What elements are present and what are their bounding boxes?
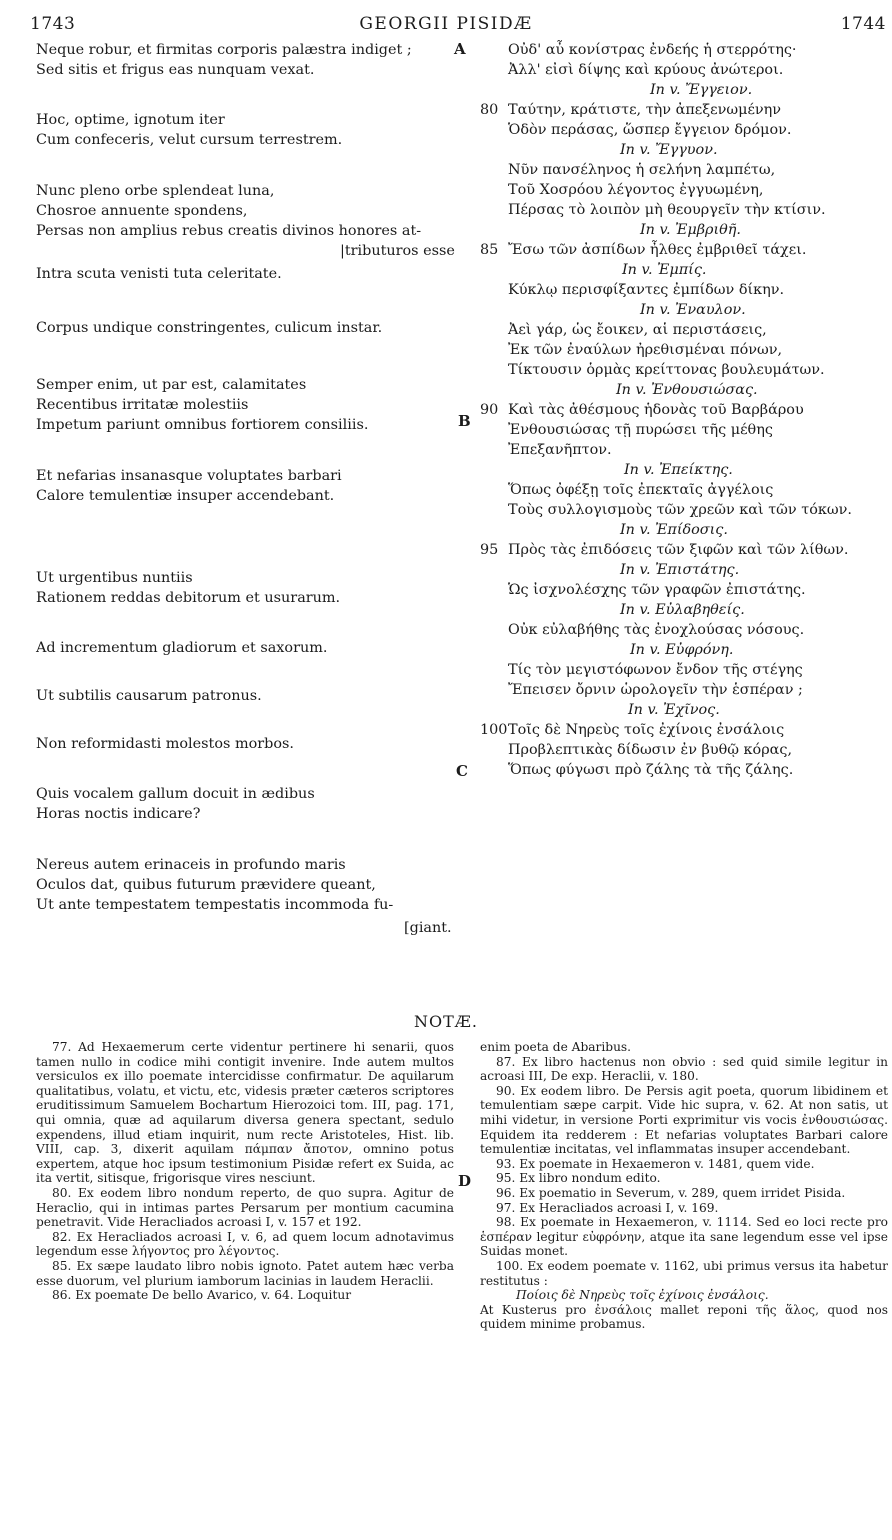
line-number: 85: [480, 242, 499, 258]
line-number: 100: [480, 722, 508, 738]
greek-line: Τοῖς δὲ Νηρεὺς τοῖς ἐχίνοις ἐνσάλοις: [508, 722, 785, 738]
notes-heading: NOTÆ.: [414, 1012, 478, 1031]
lemma-heading: In v. Ἐμπίς.: [622, 262, 707, 278]
greek-line: Ὅπως ὀφέξῃ τοῖς ἐπεκταῖς ἀγγέλοις: [508, 482, 774, 498]
latin-line: Cum confeceris, velut cursum terrestrem.: [36, 132, 343, 148]
latin-line: Impetum pariunt omnibus fortiorem consiliis.: [36, 417, 369, 433]
latin-line: Ut subtilis causarum patronus.: [36, 688, 262, 704]
greek-line: Προβλεπτικὰς δίδωσιν ἐν βυθῷ κόρας,: [508, 742, 793, 758]
greek-line: Οὐδ' αὖ κονίστρας ἐνδεής ἡ στερρότης·: [508, 42, 797, 58]
latin-line: Nunc pleno orbe splendeat luna,: [36, 183, 275, 199]
latin-line: Sed sitis et frigus eas nunquam vexat.: [36, 62, 315, 78]
greek-line: Ὁδὸν περάσας, ὥσπερ ἔγγειον δρόμον.: [508, 122, 792, 138]
greek-line: Κύκλῳ περισφίξαντες ἐμπίδων δίκην.: [508, 282, 785, 298]
greek-line: Τίς τὸν μεγιστόφωνον ἔνδον τῆς στέγης: [508, 662, 803, 678]
latin-line: Quis vocalem gallum docuit in ædibus: [36, 786, 315, 802]
latin-line: Et nefarias insanasque voluptates barbari: [36, 468, 342, 484]
lemma-heading: In v. Ἔγγειον.: [650, 82, 753, 98]
latin-line: Ut ante tempestatem tempestatis incommoda fu-: [36, 897, 394, 913]
latin-line: Hoc, optime, ignotum iter: [36, 112, 225, 128]
lemma-heading: In v. Ἐνθουσιώσας.: [616, 382, 758, 398]
note-paragraph: 97. Ex Heracliados acroasi I, v. 169.: [496, 1200, 719, 1215]
lemma-heading: In v. Εὐλαβηθείς.: [620, 602, 745, 618]
greek-line: Πέρσας τὸ λοιπὸν μὴ θεουργεῖν τὴν κτίσιν.: [508, 202, 826, 218]
note-paragraph: 95. Ex libro nondum edito.: [496, 1171, 661, 1186]
note-paragraph: 96. Ex poematio in Severum, v. 289, quem irridet Pisida.: [496, 1185, 846, 1200]
note-paragraph: 80. Ex eodem libro nondum reperto, de quo supra. Agitur de Heraclio, qui in intimas partes Persarum per montium cacumina penetravit. Vide Heracliados acroasi I, v. 157 et 192.: [36, 1185, 454, 1230]
latin-line: Non reformidasti molestos morbos.: [36, 736, 294, 752]
note-paragraph: 82. Ex Heracliados acroasi I, v. 6, ad quem locum adnotavimus legendum esse λήγοντος pro λέγοντος.: [36, 1229, 454, 1259]
greek-line: Τίκτουσιν ὁρμὰς κρείττονας βουλευμάτων.: [508, 362, 825, 378]
line-number: 90: [480, 402, 499, 418]
lemma-heading: In v. Ἔγγυον.: [620, 142, 718, 158]
latin-line: Horas noctis indicare?: [36, 806, 201, 822]
greek-line: Πρὸς τὰς ἐπιδόσεις τῶν ξιφῶν καὶ τῶν λίθων.: [508, 542, 849, 558]
greek-line: Καὶ τὰς ἀθέσμους ἡδονὰς τοῦ Βαρβάρου: [508, 402, 804, 418]
latin-line: Intra scuta venisti tuta celeritate.: [36, 266, 282, 282]
margin-letter-c: C: [456, 762, 468, 780]
latin-line: Calore temulentiæ insuper accendebant.: [36, 488, 335, 504]
lemma-heading: In v. Ἐπείκτης.: [624, 462, 733, 478]
latin-line: Nereus autem erinaceis in profundo maris: [36, 857, 346, 873]
greek-line: Ἐπεξανῆπτον.: [508, 442, 612, 458]
lemma-heading: In v. Ἐμβριθῆ.: [640, 222, 742, 238]
latin-line: |tributuros esse: [340, 243, 455, 259]
lemma-heading: In v. Ἐχῖνος.: [628, 702, 720, 718]
lemma-heading: In v. Εὐφρόνη.: [630, 642, 734, 658]
margin-letter-a: A: [454, 40, 466, 58]
note-paragraph: 77. Ad Hexaemerum certe videntur pertinere hi senarii, quos tamen nullo in codice mihi contigit invenire. Inde autem multos versiculos ex illo poemate intercidisse confirmatur. De aquilarum qualitatibus, volatu, et victu, etc, videsis præter cæteros scriptores eruditissimum Samuelem Bochartum Hierozoici tom. III, pag. 171, qui omnia, quæ ad aquilarum diversa genera spectant, sedulo expendens, illud etiam inquirit, num recte Aristoteles, Hist. lib. VIII, cap. 3, dixerit aquilam πάμπαν ἄποτον, omnino potus expertem, atque hoc ipsum testimonium Pisidæ refert ex Suida, ac ita vertit, sitisque, frigorisque vires nesciunt.: [36, 1040, 454, 1186]
note-paragraph: 98. Ex poemate in Hexaemeron, v. 1114. Sed eo loci recte pro ἑσπέραν legitur εὐφρόνην, atque ita sane legendum esse vel ipse Suidas monet.: [480, 1215, 888, 1259]
lemma-heading: In v. Ἐναυλον.: [640, 302, 746, 318]
greek-line: Τοῦ Χοσρόου λέγοντος ἐγγυωμένη,: [508, 182, 764, 198]
greek-line: Ἔσω τῶν ἀσπίδων ἦλθες ἐμβριθεῖ τάχει.: [508, 242, 807, 258]
latin-line: Persas non amplius rebus creatis divinos honores at-: [36, 223, 422, 239]
greek-line: Νῦν πανσέληνος ἡ σελήνη λαμπέτω,: [508, 162, 776, 178]
greek-line: Ἔπεισεν ὄρνιν ὡρολογεῖν τὴν ἑσπέραν ;: [508, 682, 803, 698]
note-paragraph: At Kusterus pro ἐνσάλοις mallet reponi τῆς ἅλος, quod nos quidem minime probamus.: [480, 1302, 888, 1332]
greek-line: Τοὺς συλλογισμοὺς τῶν χρεῶν καὶ τῶν τόκων.: [508, 502, 852, 518]
notes-left-column: [36, 1040, 454, 1303]
latin-line: Semper enim, ut par est, calamitates: [36, 377, 307, 393]
latin-line: Ad incrementum gladiorum et saxorum.: [36, 640, 328, 656]
note-paragraph: 100. Ex eodem poemate v. 1162, ubi primus versus ita habetur restitutus :: [480, 1258, 888, 1288]
latin-line: Neque robur, et firmitas corporis palæstra indiget ;: [36, 42, 412, 58]
latin-line: Ut urgentibus nuntiis: [36, 570, 193, 586]
greek-line: Οὐκ εὐλαβήθης τὰς ἐνοχλούσας νόσους.: [508, 622, 805, 638]
latin-line: Corpus undique constringentes, culicum instar.: [36, 320, 383, 336]
note-paragraph: 87. Ex libro hactenus non obvio : sed quid simile legitur in acroasi III, De exp. Heraclii, v. 180.: [480, 1054, 888, 1084]
lemma-heading: In v. Ἐπίδοσις.: [620, 522, 728, 538]
latin-line: Rationem reddas debitorum et usurarum.: [36, 590, 341, 606]
greek-line: Ἐνθουσιώσας τῇ πυρώσει τῆς μέθης: [508, 422, 773, 438]
note-paragraph: 85. Ex sæpe laudato libro nobis ignoto. Patet autem hæc verba esse duorum, vel plurium iamborum lacinias in laudem Heraclii.: [36, 1258, 454, 1288]
greek-line: Ἀλλ' εἰσὶ δίψης καὶ κρύους ἀνώτεροι.: [508, 62, 784, 78]
greek-line: Ὡς ἰσχνολέσχης τῶν γραφῶν ἐπιστάτης.: [508, 582, 806, 598]
line-number: 80: [480, 102, 499, 118]
greek-line: Ἐκ τῶν ἐναύλων ἠρεθισμέναι πόνων,: [508, 342, 783, 358]
latin-line: Chosroe annuente spondens,: [36, 203, 248, 219]
latin-line: Recentibus irritatæ molestiis: [36, 397, 249, 413]
latin-line: [giant.: [404, 920, 452, 936]
running-title: GEORGII PISIDÆ: [359, 14, 533, 34]
note-paragraph: 90. Ex eodem libro. De Persis agit poeta, quorum libidinem et temulentiam sæpe carpit. Vide hic supra, v. 62. At non satis, ut mihi videtur, in versione Porti exprimitur vis vocis ἐνθουσιώσας. Equidem ita redderem : Et nefarias voluptates Barbari calore temulentiæ incitatas, vel inflammatas insuper accendebant.: [480, 1083, 888, 1157]
margin-letter-d: D: [458, 1172, 472, 1190]
latin-line: Oculos dat, quibus futurum prævidere queant,: [36, 877, 376, 893]
line-number: 95: [480, 542, 499, 558]
greek-line: Ἀεὶ γάρ, ὡς ἔοικεν, αἱ περιστάσεις,: [508, 322, 767, 338]
greek-line: Ταύτην, κράτιστε, τὴν ἀπεξενωμένην: [508, 102, 782, 118]
page-number-left: 1743: [30, 14, 76, 34]
lemma-heading: In v. Ἐπιστάτης.: [620, 562, 740, 578]
page-number-right: 1744: [840, 14, 886, 34]
greek-line: Ὅπως φύγωσι πρὸ ζάλης τὰ τῆς ζάλης.: [508, 762, 794, 778]
note-paragraph: 93. Ex poemate in Hexaemeron v. 1481, quem vide.: [496, 1156, 815, 1171]
margin-letter-b: B: [458, 412, 471, 430]
notes-right-column: [480, 1040, 888, 1332]
note-quotation: Ποίοις δὲ Νηρεὺς τοῖς ἐχίνοις ἐνσάλοις.: [516, 1288, 769, 1303]
note-paragraph: enim poeta de Abaribus.: [480, 1040, 632, 1054]
note-paragraph: 86. Ex poemate De bello Avarico, v. 64. Loquitur: [52, 1288, 352, 1303]
